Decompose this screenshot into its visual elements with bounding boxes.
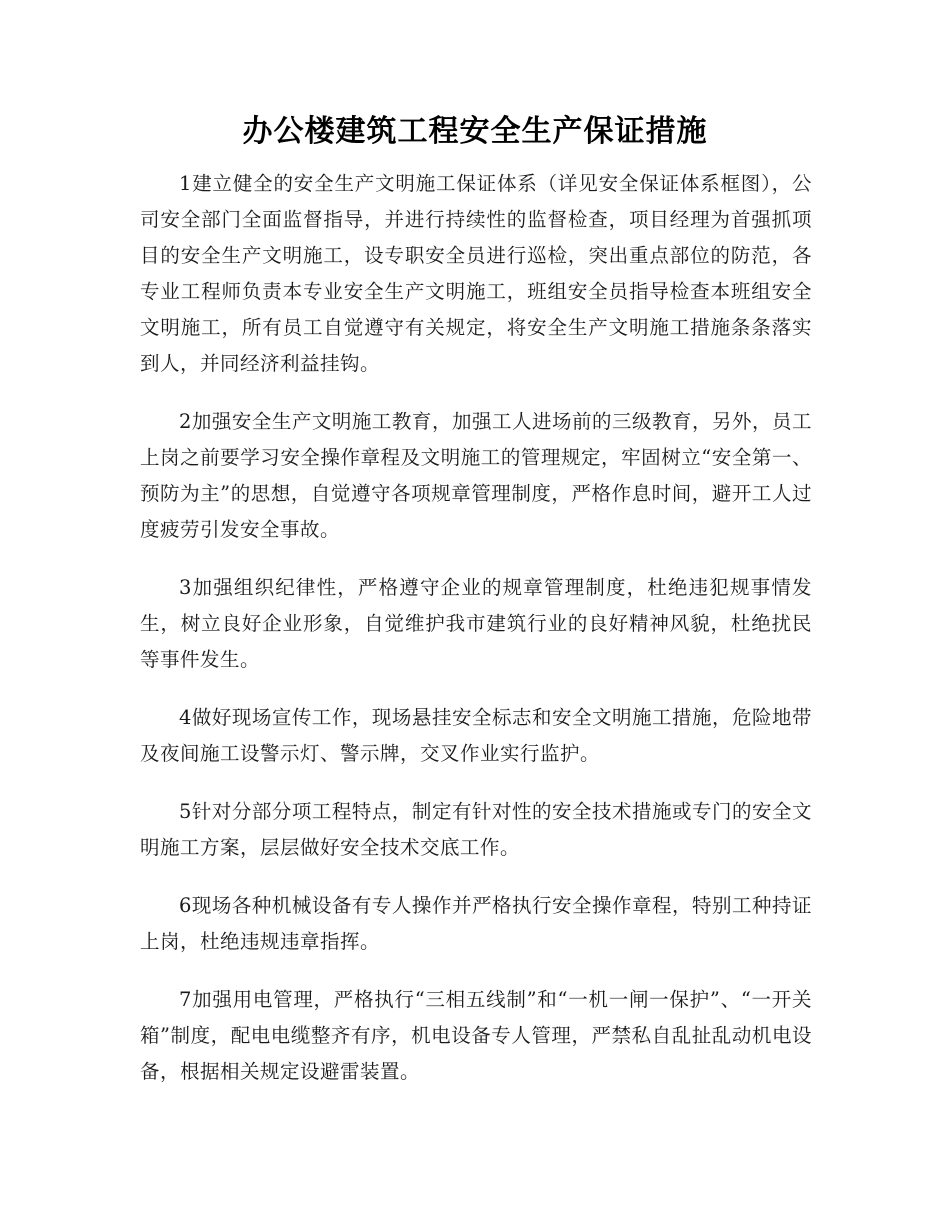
document-body: [140, 166, 812, 1112]
paragraph-5: 5针对分部分项工程特点，制定有针对性的安全技术措施或专门的安全文明施工方案，层层做好安全技术交底工作。: [140, 800, 812, 859]
paragraph-2: 2加强安全生产文明施工教育，加强工人进场前的三级教育，另外，员工上岗之前要学习安全操作章程及文明施工的管理规定，牢固树立“安全第一、预防为主”的思想，自觉遵守各项规章管理制度，严格作息时间，避开工人过度疲劳引发安全事故。: [140, 410, 812, 541]
paragraph-1: 1建立健全的安全生产文明施工保证体系（详见安全保证体系框图），公司安全部门全面监督指导，并进行持续性的监督检查，项目经理为首强抓项目的安全生产文明施工，设专职安全员进行巡检，突出重点部位的防范，各专业工程师负责本专业安全生产文明施工，班组安全员指导检查本班组安全文明施工，所有员工自觉遵守有关规定，将安全生产文明施工措施条条落实到人，并同经济利益挂钩。: [140, 172, 812, 375]
paragraph-7: 7加强用电管理，严格执行“三相五线制”和“一机一闸一保护”、“一开关箱”制度，配电电缆整齐有序，机电设备专人管理，严禁私自乱扯乱动机电设备，根据相关规定设避雷装置。: [140, 988, 812, 1083]
paragraph-3: 3加强组织纪律性，严格遵守企业的规章管理制度，杜绝违犯规事情发生，树立良好企业形象，自觉维护我市建筑行业的良好精神风貌，杜绝扰民等事件发生。: [140, 576, 812, 671]
paragraph-6: 6现场各种机械设备有专人操作并严格执行安全操作章程，特别工种持证上岗，杜绝违规违章指挥。: [140, 894, 812, 953]
paragraph-4: 4做好现场宣传工作，现场悬挂安全标志和安全文明施工措施，危险地带及夜间施工设警示灯、警示牌，交叉作业实行监护。: [140, 706, 812, 765]
page-title: 办公楼建筑工程安全生产保证措施: [242, 114, 708, 149]
